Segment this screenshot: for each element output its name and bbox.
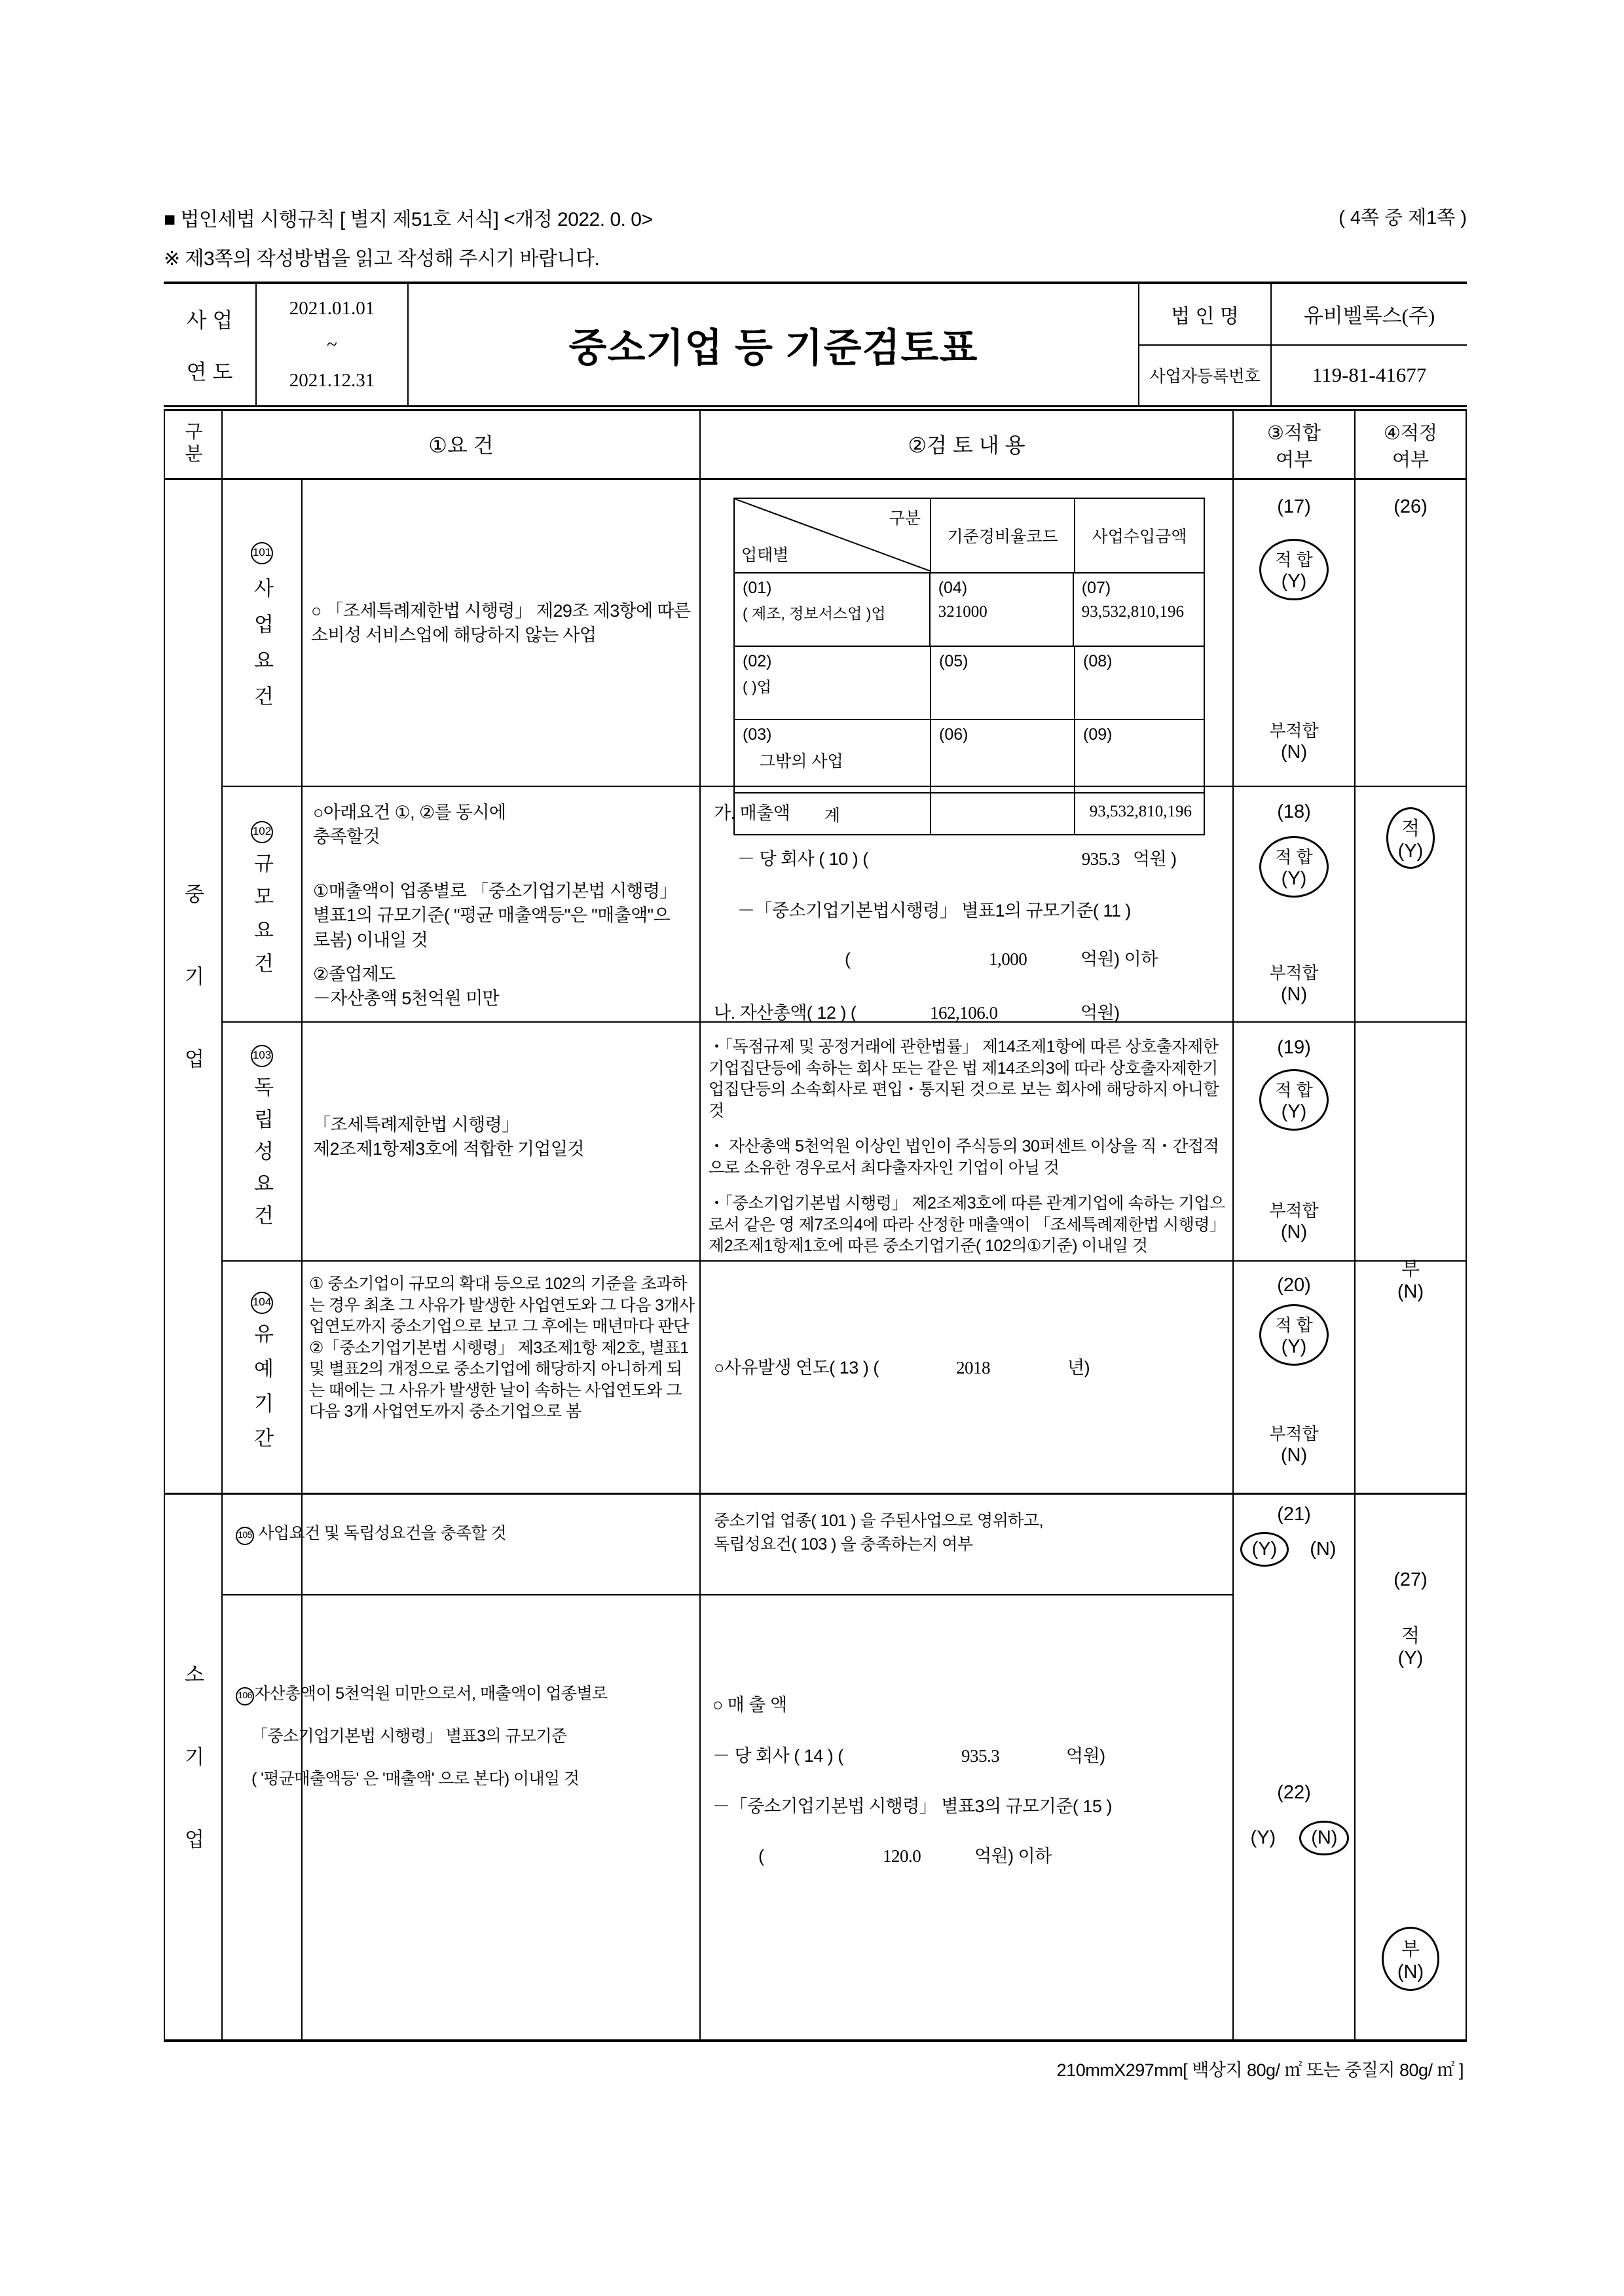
row-105-requirement (236, 1522, 688, 1545)
page-indicator: ( 4쪽 중 제1쪽 ) (1338, 208, 1467, 228)
industry-row-1-amt-no: (08) (1083, 652, 1113, 670)
col-header-conformity-line1: ③적합 (1266, 423, 1321, 444)
row-103-number: 103 (251, 1045, 273, 1067)
row-104-number: 104 (251, 1292, 273, 1314)
row-102-review-content (714, 801, 1218, 1026)
row-101-conformity-cell[interactable] (1234, 478, 1354, 786)
small-adequacy-yes[interactable]: 적 (Y) (1397, 1626, 1424, 1669)
row-102-standard-open-paren: ( (845, 949, 851, 969)
row-102-total-assets-row (714, 1000, 1218, 1025)
row-103-label: 독립성요건 (250, 1076, 274, 1237)
industry-row-2-amt-no: (09) (1083, 725, 1113, 744)
row-103-requirement-text (313, 1113, 686, 1162)
row-102-standard-value: 1,000 (989, 949, 1027, 969)
row-106-standard-value: 120.0 (883, 1846, 921, 1866)
instruction-note: ※ 제3쪽의 작성방법을 읽고 작성해 주시기 바랍니다. (164, 248, 600, 270)
row-102-vertical-label (223, 786, 301, 1021)
row-104-conformity-number: (20) (1277, 1275, 1311, 1296)
industry-row-0-amt: 93,532,810,196 (1081, 603, 1184, 621)
row-104-vertical-label (223, 1260, 301, 1493)
row-103-vertical-label (223, 1021, 301, 1260)
row-106-requirement-line3: ( '평균매출액등' 은 '매출액' 으로 본다) 이내일 것 (251, 1770, 580, 1788)
industry-row-0-amt-no: (07) (1081, 579, 1111, 597)
row-105-yes[interactable]: (Y) (1244, 1535, 1285, 1564)
industry-table-row (735, 720, 1204, 793)
corp-name-value: 유비벨록스(주) (1303, 304, 1435, 328)
row-106-own-sales-row (712, 1743, 1223, 1768)
row-102-requirement-item2 (313, 962, 686, 1011)
row-102-number: 102 (251, 821, 273, 843)
row-101-conformity-no[interactable]: 부적합 (N) (1269, 721, 1319, 763)
top-meta-row (164, 203, 1467, 232)
industry-row-2-code-no: (06) (939, 725, 969, 744)
row-102-total-assets-value: 162,106.0 (930, 1003, 998, 1023)
year-tilde: ~ (327, 334, 337, 355)
industry-breakdown-table (733, 498, 1205, 835)
form-header-band (164, 282, 1467, 407)
col-header-adequacy (1356, 409, 1466, 478)
industry-total-amount: 93,532,810,196 (1089, 803, 1192, 820)
row-105-number: 105 (236, 1527, 254, 1545)
row-105-conformity-cell[interactable] (1234, 1497, 1354, 1594)
business-year-label-line2: 연 도 (186, 359, 233, 384)
row-103-review-bullet-2: ・ 자산총액 5천억원 이상인 법인이 주식등의 30퍼센트 이상을 직・간접적으로 소유한 경우로서 최다출자자인 기업이 아닐 것 (709, 1137, 1219, 1177)
industry-row-0-code: 321000 (938, 603, 987, 621)
row-102-review-a-title: 가. 매출액 (714, 803, 790, 823)
row-106-requirement-line2: 「중소기업기본법 시행령」 별표3의 규모기준 (251, 1727, 567, 1745)
row-106-own-sales-label: － 당 회사 ( 14 ) ( (712, 1746, 843, 1766)
row-104-requirement-text (309, 1273, 695, 1423)
medium-adequacy-yes[interactable]: 적 (Y) (1390, 810, 1431, 866)
row-102-requirement-item1: ①매출액이 업종별로 「중소기업기본법 시행령」 별표1의 규모기준( "평균 매출액등"은 "매출액"으로봄) 이내일 것 (313, 881, 677, 950)
year-to: 2021.12.31 (289, 370, 375, 391)
col-header-conformity-line2: 여부 (1275, 450, 1313, 471)
row-102-own-sales-label: － 당 회사 ( 10 ) ( (737, 849, 868, 869)
row-102-label: 규모요건 (250, 852, 274, 986)
form-title: 중소기업 등 기준검토표 (409, 284, 1139, 405)
row-105-conformity-number: (21) (1277, 1504, 1311, 1525)
row-102-own-sales-value: 935.3 (1081, 849, 1120, 869)
small-adequacy-cell[interactable] (1356, 1497, 1466, 2039)
row-101-requirement-text: ○ 「조세특례제한법 시행령」 제29조 제3항에 따른 소비성 서비스업에 해당하지 않는 사업 (311, 601, 691, 646)
row-102-total-assets-unit: 억원) (1080, 1003, 1120, 1023)
row-103-requirement-line2: 제2조제1항제3호에 적합한 기업일것 (313, 1139, 584, 1159)
row-102-standard-unit: 억원) 이하 (1080, 949, 1158, 969)
group-label-medium-enterprise: 중 기 업 (181, 883, 204, 1088)
row-102-conformity-yes[interactable]: 적 합 (Y) (1267, 840, 1320, 894)
row-105-no[interactable]: (N) (1310, 1539, 1337, 1559)
row-104-review-unit: 년) (1067, 1358, 1090, 1377)
medium-adequacy-no[interactable]: 부 (N) (1397, 1259, 1424, 1302)
row-106-standard-row (712, 1844, 1223, 1868)
row-102-intro-line1: ○아래요건 ①, ②를 동시에 (313, 803, 506, 822)
industry-table-header-code: 기준경비율코드 (931, 499, 1075, 572)
row-101-label: 사업요건 (250, 577, 274, 721)
row-106-yes[interactable]: (Y) (1250, 1827, 1276, 1848)
group-label-small-enterprise: 소 기 업 (181, 1664, 204, 1868)
row-105-review-line2: 독립성요건( 103 ) 을 충족하는지 여부 (714, 1535, 973, 1554)
row-103-conformity-no[interactable]: 부적합 (N) (1269, 1201, 1319, 1243)
industry-row-1-name: ( )업 (743, 678, 771, 695)
industry-row-1-no: (02) (743, 652, 772, 670)
row-101-conformity-yes[interactable]: 적 합 (Y) (1267, 543, 1320, 596)
industry-row-1-code-no: (05) (939, 652, 969, 670)
row-106-no[interactable]: (N) (1303, 1823, 1345, 1853)
row-102-item2-line2: －자산총액 5천억원 미만 (313, 989, 499, 1009)
year-from: 2021.01.01 (289, 298, 375, 319)
row-102-conformity-number: (18) (1277, 801, 1311, 822)
row-106-requirement (236, 1673, 694, 1800)
industry-table-header-row (735, 499, 1204, 574)
business-year-label-line1: 사 업 (186, 308, 233, 333)
row-106-conformity-cell[interactable] (1234, 1595, 1354, 2039)
row-101-vertical-label (223, 478, 301, 786)
industry-row-0-no: (01) (743, 579, 772, 597)
row-106-standard-label: －「중소기업기본법 시행령」 별표3의 규모기준( 15 ) (712, 1796, 1112, 1816)
row-102-requirement-intro (313, 801, 693, 850)
row-103-conformity-yes[interactable]: 적 합 (Y) (1267, 1073, 1320, 1127)
row-101-adequacy-number: (26) (1393, 496, 1428, 517)
corp-name-row (1139, 284, 1467, 346)
row-105-review-line1: 중소기업 업종( 101 ) 을 주된사업으로 영위하고, (714, 1512, 1044, 1530)
row-106-requirement-line1: 106 자산총액이 5천억원 미만으로서, 매출액이 업종별로 (236, 1673, 694, 1715)
row-102-intro-line2: 충족할것 (313, 827, 380, 847)
row-106-number: 106 (236, 1687, 254, 1705)
industry-row-0-code-no: (04) (938, 579, 968, 597)
row-105-requirement-text: 사업요건 및 독립성요건을 충족할 것 (258, 1524, 506, 1542)
row-106-conformity-number: (22) (1277, 1782, 1311, 1803)
small-adequacy-number: (27) (1393, 1569, 1428, 1590)
col-header-conformity (1234, 409, 1354, 478)
row-104-conformity-cell[interactable] (1234, 1260, 1354, 1493)
business-year-label (164, 284, 257, 405)
paper-spec-footer: 210mmX297mm[ 백상지 80g/ ㎡ 또는 중질지 80g/ ㎡ ] (1056, 2060, 1464, 2080)
industry-table-row (735, 574, 1204, 647)
col-header-requirement: ①요 건 (428, 433, 494, 457)
row-101-number: 101 (251, 542, 273, 564)
row-102-review-own-sales (714, 847, 1218, 871)
industry-row-2-name: 그밖의 사업 (760, 752, 843, 771)
col-header-adequacy-line2: 여부 (1392, 450, 1430, 471)
criteria-table (164, 409, 1467, 2042)
row-102-total-assets-label: 나. 자산총액( 12 ) ( (714, 1003, 857, 1023)
row-106-standard-open-paren: ( (758, 1846, 764, 1866)
row-106-review-title: ○ 매 출 액 (712, 1695, 787, 1715)
row-104-review-label: ○사유발생 연도( 13 ) ( (714, 1358, 879, 1377)
corp-name-label: 법 인 명 (1139, 284, 1272, 344)
col-header-review: ②검 토 내 용 (908, 433, 1025, 457)
biz-reg-label: 사업자등록번호 (1139, 346, 1272, 406)
industry-table-corner-bottom-label: 업태별 (741, 546, 789, 564)
row-102-own-sales-unit: 억원 ) (1133, 849, 1177, 869)
industry-row-2-no: (03) (743, 725, 772, 744)
row-102-item2-line1: ②졸업제도 (313, 964, 396, 984)
corporation-info (1139, 284, 1467, 405)
medium-adequacy-cell[interactable] (1356, 795, 1466, 1493)
row-106-own-sales-value: 935.3 (961, 1746, 1000, 1766)
row-104-review-value: 2018 (956, 1358, 990, 1377)
industry-table-corner-cell (735, 499, 931, 572)
row-102-standard-label: －「중소기업기본법시행령」 별표1의 규모기준( 11 ) (737, 900, 1131, 920)
row-104-label: 유예기간 (250, 1322, 274, 1462)
row-106-own-sales-unit: 억원) (1066, 1746, 1105, 1766)
business-year-values (257, 284, 409, 405)
biz-reg-row (1139, 346, 1467, 406)
industry-table-corner-top-label: 구분 (889, 509, 921, 528)
row-102-conformity-no[interactable]: 부적합 (N) (1269, 963, 1319, 1005)
row-103-conformity-cell[interactable] (1234, 1021, 1354, 1260)
row-106-review-content (712, 1692, 1223, 1868)
row-103-review-bullet-3: ・「중소기업기본법 시행령」 제2조제3호에 따른 관계기업에 속하는 기업으로서 같은 영 제7조의4에 따라 산정한 매출액이 「조세특례제한법 시행령」 제2조제1항제1호에 따른 중소기업기준( 102의①기준) 이내일 것 (709, 1194, 1226, 1255)
col-header-adequacy-line1: ④적정 (1383, 423, 1438, 444)
row-105-review (714, 1509, 1218, 1557)
industry-total-label: 계 (735, 793, 931, 834)
row-102-standard-row (714, 947, 1218, 972)
industry-row-0-name: ( 제조, 정보서스업 )업 (743, 605, 886, 622)
row-104-requirement-item1: ① 중소기업이 규모의 확대 등으로 102의 기준을 초과하는 경우 최초 그 사유가 발생한 사업연도와 그 다음 3개사업연도까지 중소기업으로 보고 그 후에는 매년마다 판단 (309, 1275, 695, 1336)
industry-table-row (735, 647, 1204, 720)
industry-table-header-amount: 사업수입금액 (1092, 528, 1187, 546)
row-103-review-content (709, 1036, 1226, 1257)
row-102-conformity-cell[interactable] (1234, 786, 1354, 1021)
row-103-requirement-line1: 「조세특례제한법 시행령」 (313, 1115, 519, 1135)
form-reference: ■ 법인세법 시행규칙 [ 별지 제51호 서식] <개정 2022. 0. 0> (164, 209, 653, 230)
row-103-review-bullet-1: ・「독점규제 및 공정거래에 관한법률」 제14조제1항에 따른 상호출자제한기업집단등에 속하는 회사 또는 같은 법 제14조의3에 따라 상호출자제한기업집단등의 소속회사로 편입・통지된 것으로 보는 회사에 해당하지 아니할 것 (709, 1038, 1219, 1120)
row-106-standard-unit: 억원) 이하 (974, 1846, 1052, 1866)
row-104-conformity-no[interactable]: 부적합 (N) (1269, 1424, 1319, 1466)
row-104-requirement-item2: ②「중소기업기본법 시행령」 제3조제1항 제2호, 별표1 및 별표2의 개정으로 중소기업에 해당하지 아니하게 되는 때에는 그 사유가 발생한 날이 속하는 사업연도와 그 다음 3개 사업연도까지 중소기업으로 봄 (309, 1338, 689, 1421)
row-103-conformity-number: (19) (1277, 1037, 1311, 1058)
biz-reg-value: 119-81-41677 (1312, 363, 1427, 387)
row-104-review-content (714, 1355, 1218, 1380)
row-101-conformity-number: (17) (1277, 496, 1311, 517)
col-header-division: 구분 (183, 421, 203, 466)
small-adequacy-no[interactable]: 부 (N) (1390, 1931, 1431, 1987)
row-104-conformity-yes[interactable]: 적 합 (Y) (1267, 1308, 1320, 1362)
